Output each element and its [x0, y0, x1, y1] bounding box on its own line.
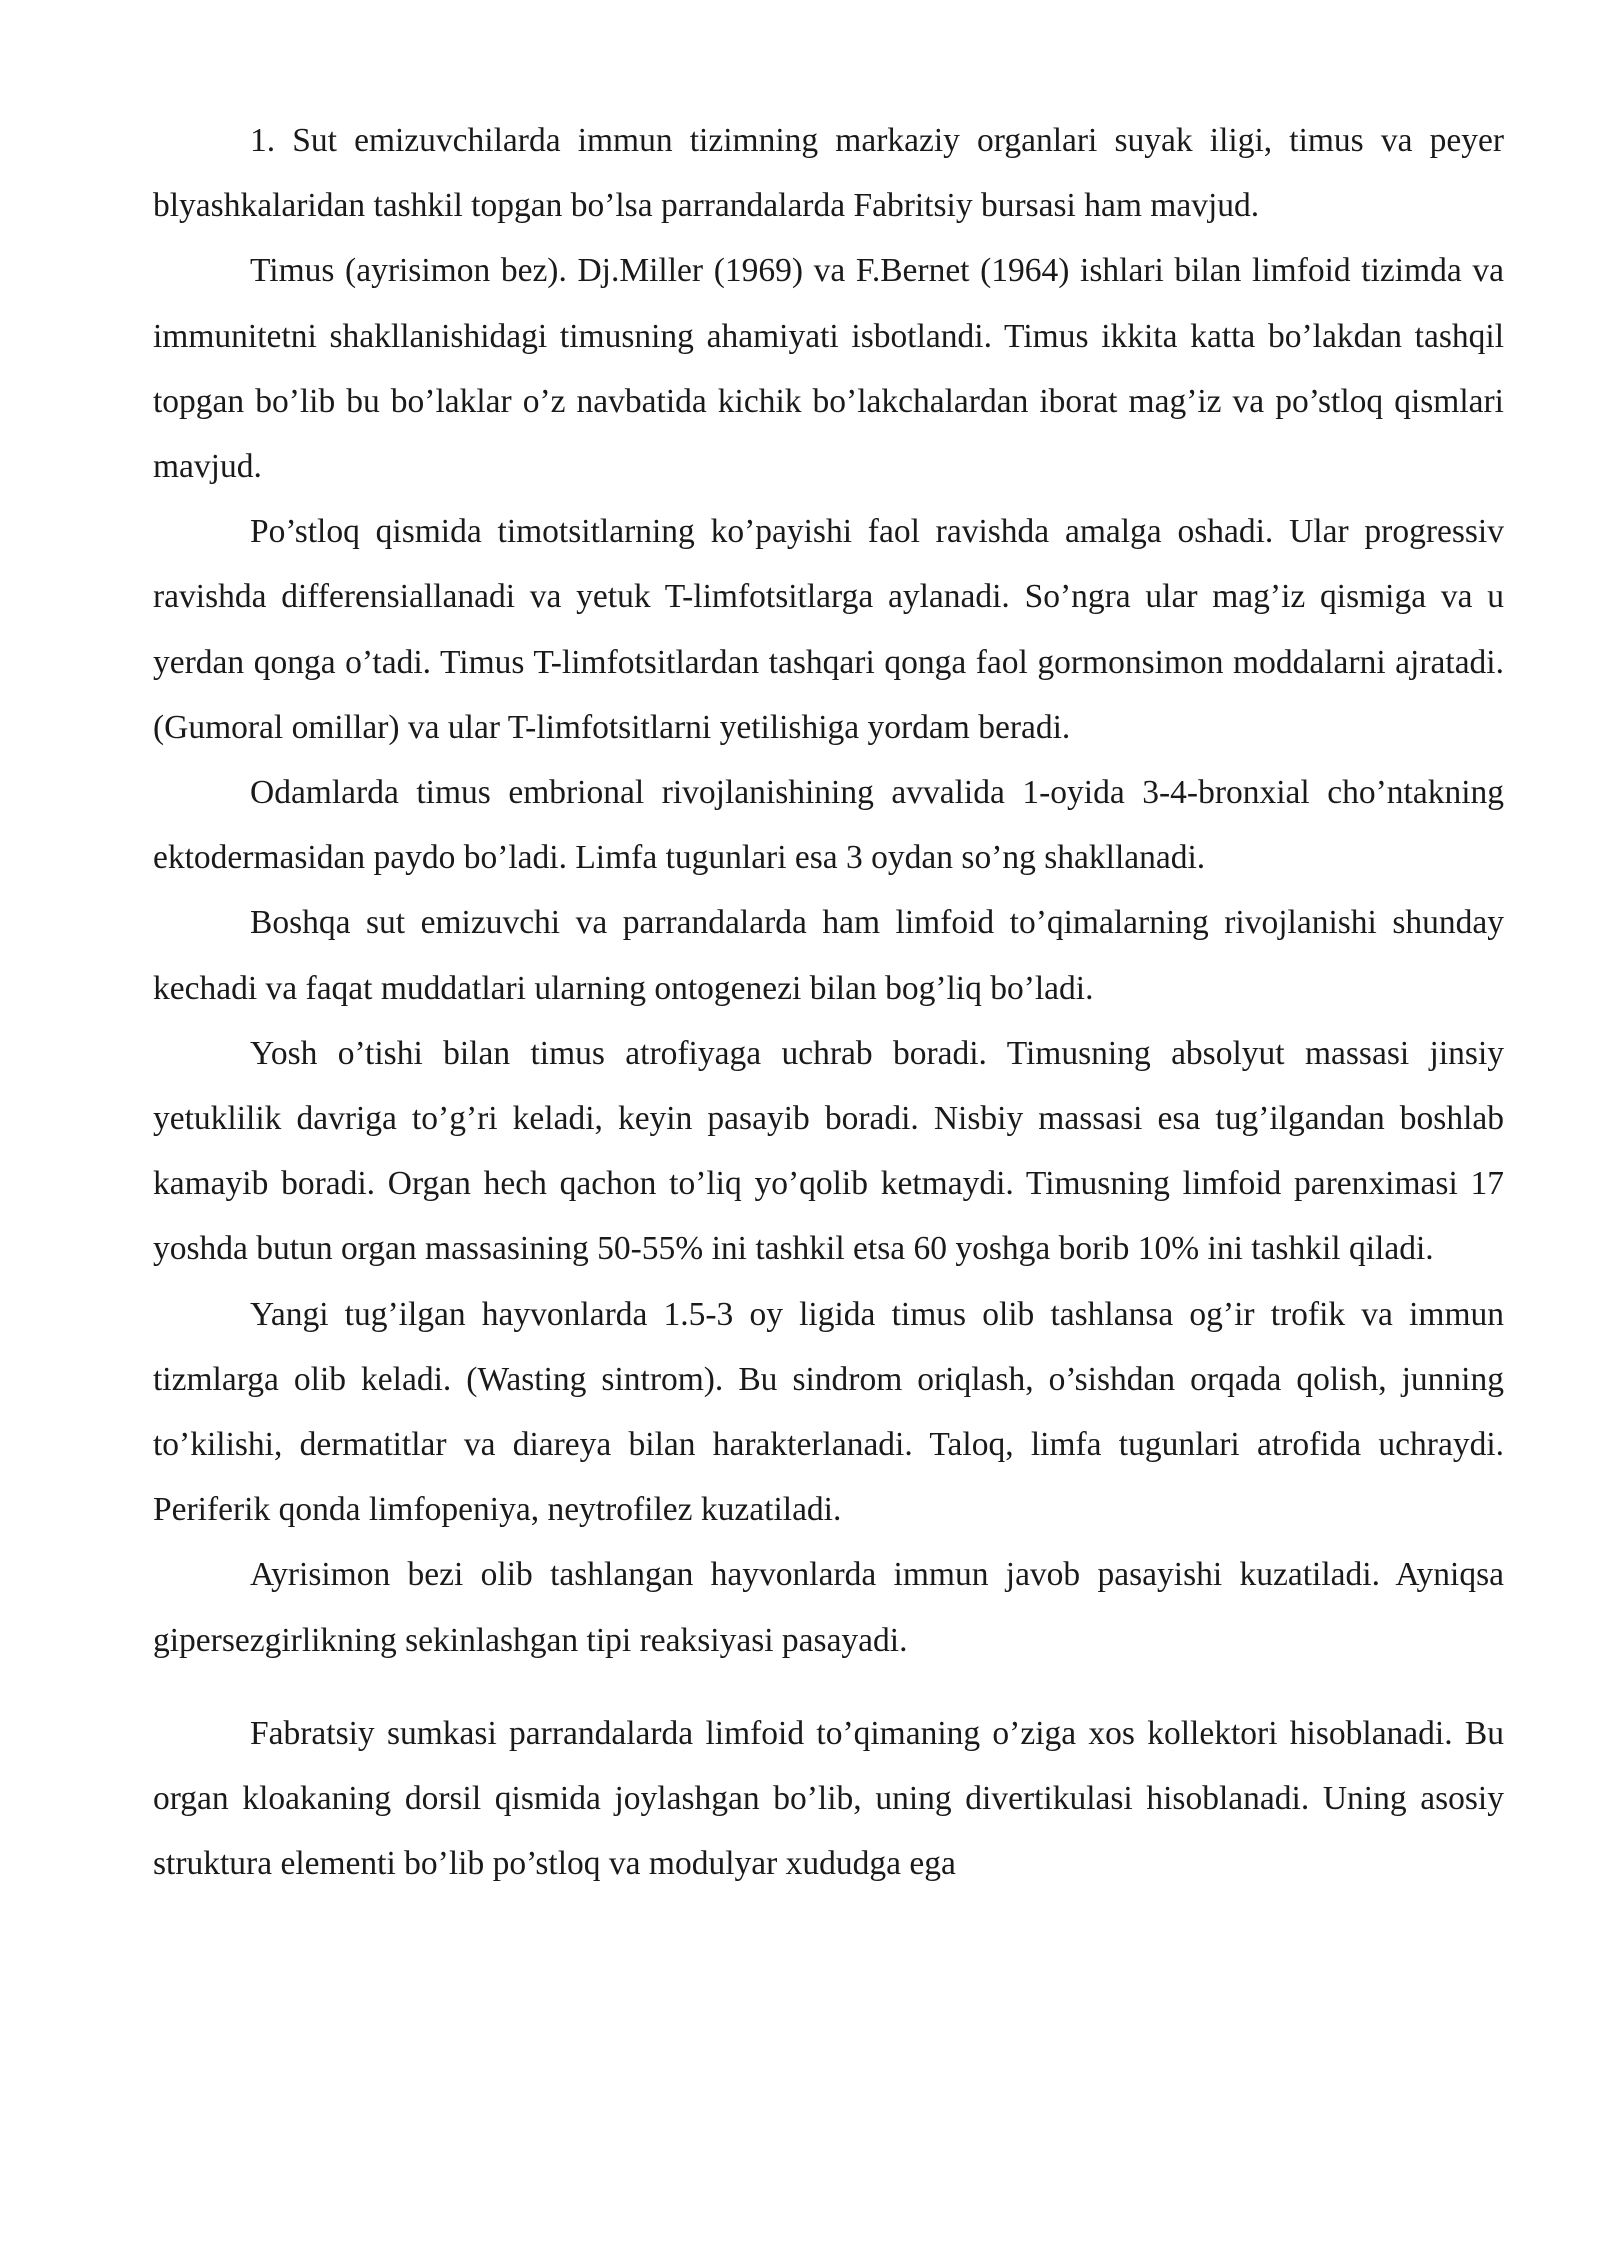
paragraph-3-postloq: Po’stloq qismida timotsitlarning ko’payishi faol ravishda amalga oshadi. Ular progressiv ravishda differensiallanadi va yetuk T-limfotsitlarga aylanadi. So’ngra ular mag’iz qismiga va u yerdan qonga o’tadi. Timus T-limfotsitlardan tashqari qonga faol gormonsimon moddalarni ajratadi. (Gumoral omillar) va ular T-limfotsitlarni yetilishiga yordam beradi.: [153, 513, 1504, 746]
paragraph-4-odamlarda: Odamlarda timus embrional rivojlanishining avvalida 1-oyida 3-4-bronxial cho’ntakning ektodermasidan paydo bo’ladi. Limfa tugunlari esa 3 oydan so’ng shakllanadi.: [153, 774, 1504, 877]
paragraph-5-boshqa: Boshqa sut emizuvchi va parrandalarda ham limfoid to’qimalarning rivojlanishi shunday kechadi va faqat muddatlari ularning ontogenezi bilan bog’liq bo’ladi.: [153, 904, 1504, 1007]
document-page: [153, 108, 1504, 1896]
paragraph-6-yosh: Yosh o’tishi bilan timus atrofiyaga uchrab boradi. Timusning absolyut massasi jinsiy yetuklilik davriga to’g’ri keladi, keyin pasayib boradi. Nisbiy massasi esa tug’ilgandan boshlab kamayib boradi. Organ hech qachon to’liq yo’qolib ketmaydi. Timusning limfoid parenximasi 17 yoshda butun organ massasining 50-55% ini tashkil etsa 60 yoshga borib 10% ini tashkil qiladi.: [153, 1034, 1504, 1268]
paragraph-7-yangi: Yangi tug’ilgan hayvonlarda 1.5-3 oy ligida timus olib tashlansa og’ir trofik va immun tizmlarga olib keladi. (Wasting sintrom). Bu sindrom oriqlash, o’sishdan orqada qolish, junning to’kilishi, dermatitlar va diareya bilan harakterlanadi. Taloq, limfa tugunlari atrofida uchraydi. Periferik qonda limfopeniya, neytrofilez kuzatiladi.: [153, 1295, 1504, 1529]
paragraph-1-sut-emizuvchilar: 1. Sut emizuvchilarda immun tizimning markaziy organlari suyak iligi, timus va peyer blyashkalaridan tashkil topgan bo’lsa parrandalarda Fabritsiy bursasi ham mavjud.: [153, 122, 1504, 225]
paragraph-9-fabratsiy: Fabratsiy sumkasi parrandalarda limfoid to’qimaning o’ziga xos kollektori hisoblanadi. Bu organ kloakaning dorsil qismida joylashgan bo’lib, uning divertikulasi hisoblanadi. Uning asosiy struktura elementi bo’lib po’stloq va modulyar xududga ega: [153, 1714, 1504, 1883]
paragraph-2-timus: Timus (ayrisimon bez). Dj.Miller (1969) va F.Bernet (1964) ishlari bilan limfoid tizimda va immunitetni shakllanishidagi timusning ahamiyati isbotlandi. Timus ikkita katta bo’lakdan tashqil topgan bo’lib bu bo’laklar o’z navbatida kichik bo’lakchalardan iborat mag’iz va po’stloq qismlari mavjud.: [153, 252, 1504, 486]
paragraph-8-ayrisimon: Ayrisimon bezi olib tashlangan hayvonlarda immun javob pasayishi kuzatiladi. Ayniqsa gipersezgirlikning sekinlashgan tipi reaksiyasi pasayadi.: [153, 1556, 1504, 1659]
